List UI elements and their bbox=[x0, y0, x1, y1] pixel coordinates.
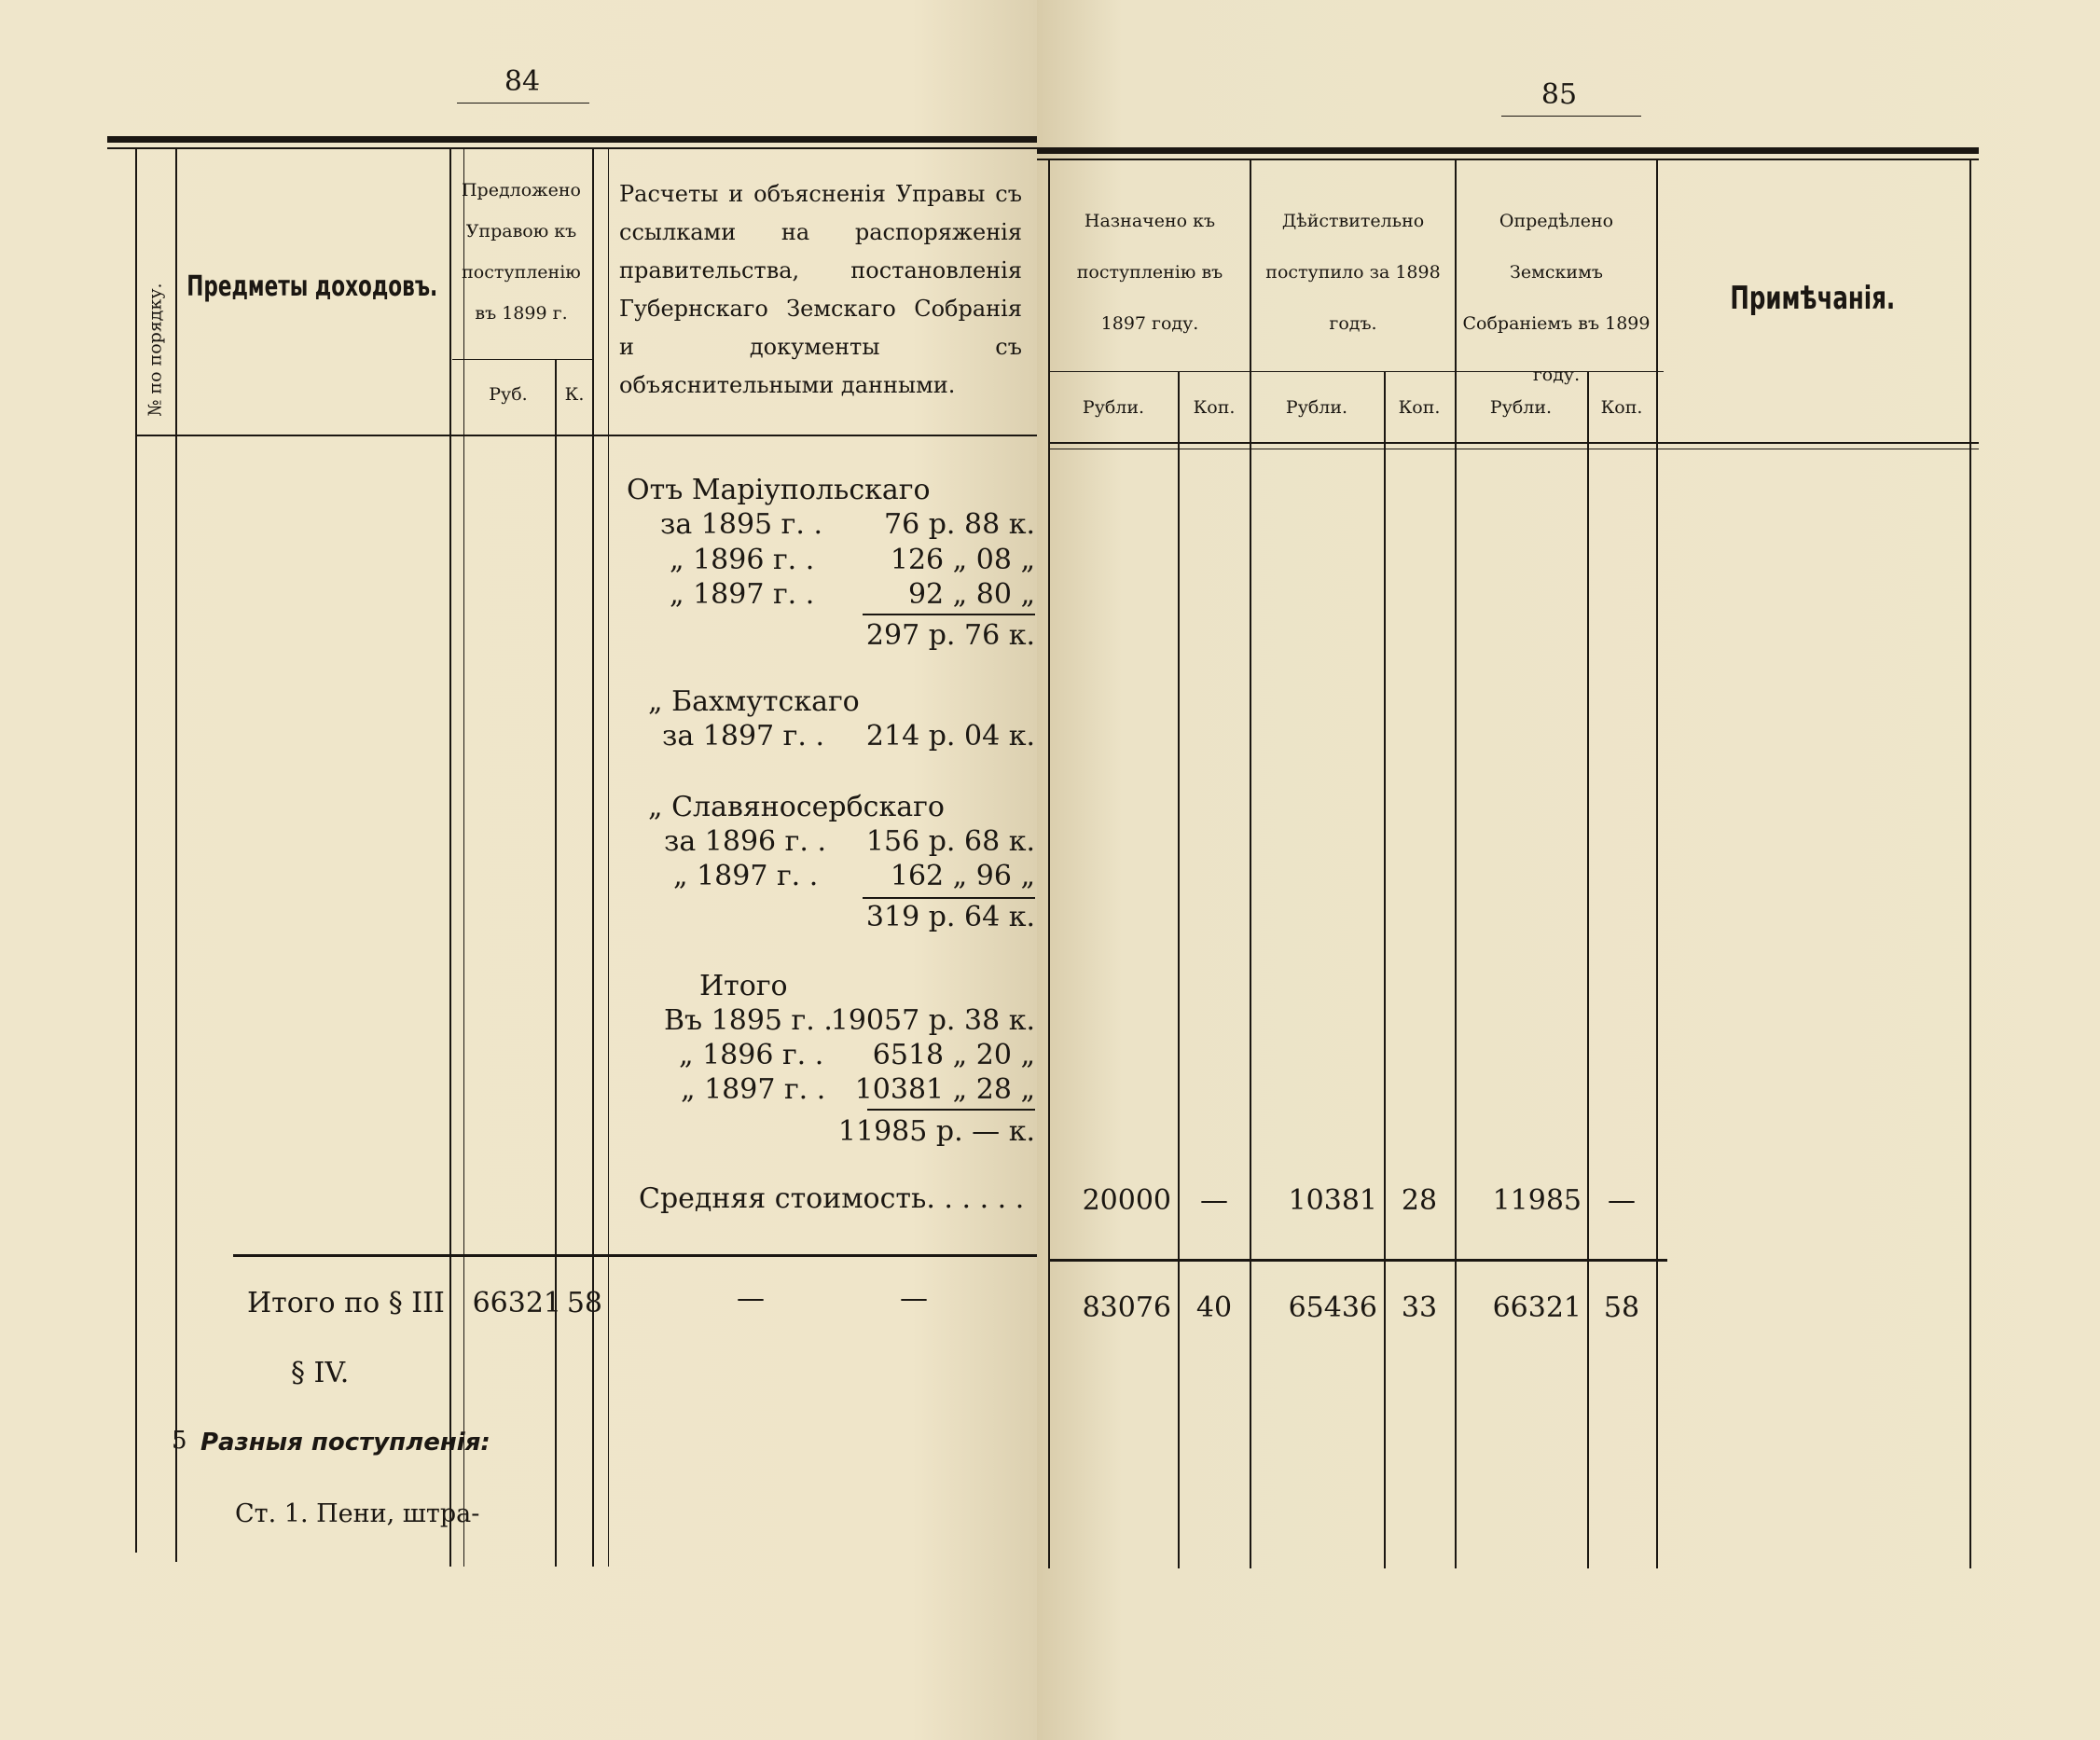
a-kop-header: Коп. bbox=[1193, 397, 1236, 418]
order-header: № по порядку. bbox=[145, 283, 166, 417]
total-kop: 58 bbox=[566, 1287, 602, 1319]
calc-line-value: 11985 р. — к. bbox=[837, 1115, 1035, 1148]
page-number-rule bbox=[457, 103, 589, 104]
c-rubles-header: Рубли. bbox=[1489, 397, 1553, 418]
header-bottom-rule-right bbox=[1048, 442, 1979, 444]
calc-line-value: 76 р. 88 к. bbox=[884, 508, 1035, 541]
total-dash-2: — bbox=[900, 1282, 928, 1315]
calc-line-value: 19057 р. 38 к. bbox=[830, 1004, 1035, 1037]
left-page bbox=[0, 0, 1037, 1740]
calc-line-label: за 1895 г. . bbox=[660, 508, 822, 541]
avg-a-rub: 20000 bbox=[1082, 1184, 1171, 1217]
total-c-rub: 66321 bbox=[1492, 1291, 1582, 1324]
calc-line-label: „ 1897 г. . bbox=[681, 1073, 826, 1106]
total-a-kop: 40 bbox=[1195, 1291, 1233, 1324]
header-bottom-rule bbox=[135, 435, 1037, 436]
total-b-kop: 33 bbox=[1401, 1291, 1438, 1324]
item-title: Разныя поступленія: bbox=[200, 1429, 490, 1457]
top-rule-thin-right bbox=[1037, 159, 1979, 160]
b-rubles-header: Рубли. bbox=[1285, 397, 1348, 418]
col-line-3b bbox=[463, 149, 464, 1567]
subjects-header: Предметы доходовъ. bbox=[187, 270, 438, 303]
sum-rule-1 bbox=[863, 614, 1035, 615]
col-line-2 bbox=[175, 149, 177, 1562]
r-col-line-3 bbox=[1250, 160, 1251, 1568]
total-rub: 66321 bbox=[472, 1287, 561, 1319]
page-number-right: 85 bbox=[1540, 78, 1578, 111]
item-number: 5 bbox=[172, 1427, 187, 1455]
calc-line-label: „ 1897 г. . bbox=[670, 578, 815, 611]
col-line-5b bbox=[608, 149, 609, 1567]
total-dash-1: — bbox=[737, 1282, 765, 1315]
r-col-line-5 bbox=[1455, 160, 1457, 1568]
calc-line-value: 156 р. 68 к. bbox=[865, 825, 1035, 858]
top-rule-thin bbox=[107, 147, 1037, 149]
r-col-line-7 bbox=[1656, 160, 1658, 1568]
total-label: Итого по § III bbox=[247, 1287, 445, 1319]
col-line-4 bbox=[555, 359, 557, 1567]
explanation-header: Расчеты и объясненія Управы съ ссылками на распоряженія правительства, постановленія Губернскаго Земскаго Собранія и документы съ объяснительными данными. bbox=[619, 181, 1022, 398]
assigned-header: Назначено къ поступленію въ 1897 году. bbox=[1076, 211, 1223, 334]
section-heading: § IV. bbox=[291, 1357, 350, 1389]
r-col-line-8 bbox=[1969, 160, 1971, 1568]
r-col-line-6 bbox=[1587, 371, 1589, 1568]
total-c-kop: 58 bbox=[1603, 1291, 1640, 1324]
calc-line-value: 10381 „ 28 „ bbox=[854, 1073, 1035, 1106]
r-col-line-2 bbox=[1178, 371, 1180, 1568]
right-page bbox=[1037, 0, 2100, 1740]
total-b-rub: 65436 bbox=[1288, 1291, 1377, 1324]
determined-header: Опредѣлено Земскимъ Собраніемъ въ 1899 году. bbox=[1462, 211, 1651, 385]
avg-a-kop: — bbox=[1200, 1184, 1228, 1217]
avg-b-kop: 28 bbox=[1401, 1184, 1438, 1217]
avg-c-rub: 11985 bbox=[1492, 1184, 1582, 1217]
rub-kop-split-rule bbox=[452, 359, 592, 360]
calc-line-label: Итого bbox=[699, 970, 788, 1002]
avg-b-rub: 10381 bbox=[1288, 1184, 1377, 1217]
total-a-rub: 83076 bbox=[1082, 1291, 1171, 1324]
calc-line-label: за 1896 г. . bbox=[664, 825, 826, 858]
b-kop-header: Коп. bbox=[1398, 397, 1441, 418]
page-number-left: 84 bbox=[504, 65, 541, 98]
r-col-line-1 bbox=[1048, 160, 1050, 1568]
r-col-line-4 bbox=[1384, 371, 1386, 1568]
page-number-rule-right bbox=[1501, 116, 1641, 117]
proposed-header: Предложено Управою къ поступленію въ 1899 г. bbox=[461, 180, 581, 324]
sum-rule-3 bbox=[867, 1109, 1035, 1111]
calc-line-label: „ 1896 г. . bbox=[670, 544, 815, 576]
top-rule-thick-right bbox=[1037, 147, 1979, 154]
col-line-5 bbox=[592, 149, 594, 1567]
order-header-cell bbox=[136, 261, 175, 438]
col-line-3 bbox=[449, 149, 451, 1567]
calc-line-label: „ 1896 г. . bbox=[679, 1039, 824, 1071]
calc-line-value: 162 „ 96 „ bbox=[890, 860, 1035, 892]
calc-line-value: 319 р. 64 к. bbox=[865, 901, 1035, 933]
calc-line-value: 297 р. 76 к. bbox=[865, 619, 1035, 652]
calc-line-label: „ 1897 г. . bbox=[673, 860, 819, 892]
calc-line-label: „ Славяносербскаго bbox=[648, 791, 945, 823]
avg-c-kop: — bbox=[1608, 1184, 1636, 1217]
calc-line-label: за 1897 г. . bbox=[662, 720, 824, 753]
notes-header: Примѣчанія. bbox=[1730, 280, 1896, 317]
calc-line-value: 6518 „ 20 „ bbox=[872, 1039, 1035, 1071]
calc-line-label: Въ 1895 г. . bbox=[664, 1004, 833, 1037]
actual-header: Дѣйствительно поступило за 1898 годъ. bbox=[1265, 211, 1441, 334]
a-rubles-header: Рубли. bbox=[1082, 397, 1145, 418]
item-line: Ст. 1. Пени, штра- bbox=[235, 1499, 480, 1528]
rub-header: Руб. bbox=[489, 384, 528, 405]
calc-line-label: Отъ Маріупольскаго bbox=[627, 474, 931, 506]
subtotal-rule-right bbox=[1048, 1259, 1667, 1262]
notes-header-cell bbox=[1658, 280, 1968, 317]
top-rule-thick bbox=[107, 136, 1037, 143]
calc-line-value: 126 „ 08 „ bbox=[890, 544, 1035, 576]
calc-line-label: Средняя стоимость. . . . . . bbox=[639, 1182, 1025, 1215]
calc-line-label: „ Бахмутскаго bbox=[648, 685, 860, 718]
sum-rule-2 bbox=[863, 897, 1035, 899]
kop-header: К. bbox=[564, 384, 585, 405]
c-kop-header: Коп. bbox=[1600, 397, 1643, 418]
subtotal-rule bbox=[233, 1254, 1037, 1257]
calc-line-value: 92 „ 80 „ bbox=[907, 578, 1035, 611]
calc-line-value: 214 р. 04 к. bbox=[865, 720, 1035, 753]
subjects-header-cell bbox=[177, 270, 448, 317]
